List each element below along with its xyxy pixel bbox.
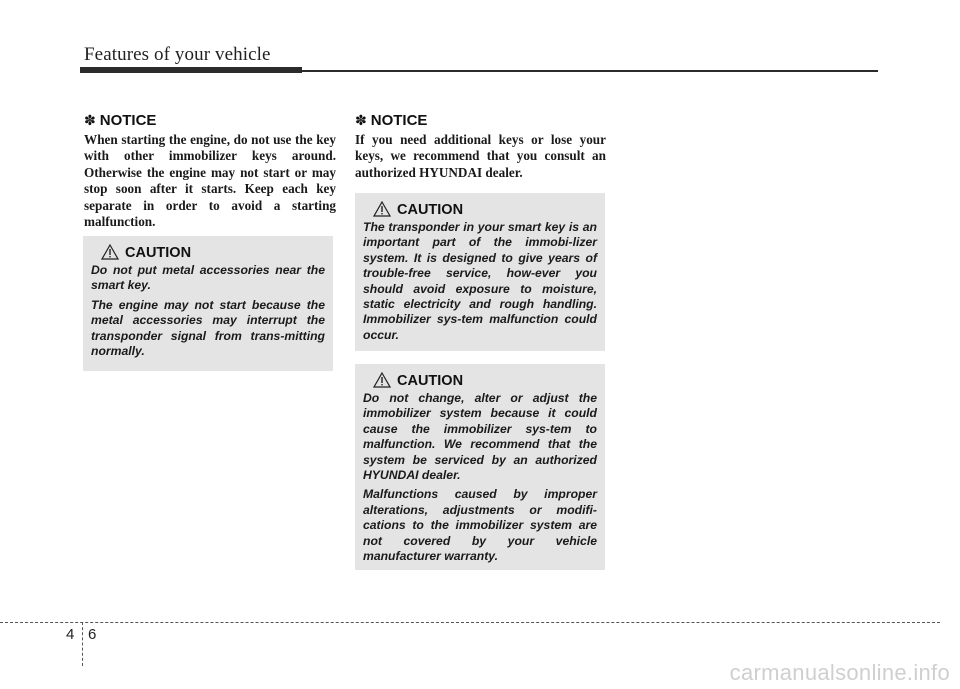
caution-heading [101, 244, 325, 261]
caution-paragraph: The transponder in your smart key is an important part of the immobi-lizer system. It is designed to give years of trouble-free service, how-ever you should avoid exposure to moisture, static electricity and rough handling. Immobilizer sys-tem malfunction could occur. [363, 220, 597, 342]
watermark: carmanualsonline.info [729, 660, 950, 685]
warning-triangle-icon [373, 201, 391, 217]
caution-box-immobilizer-alteration [355, 364, 605, 570]
footer-dashed-divider [82, 622, 83, 666]
caution-title: CAUTION [397, 373, 464, 389]
notice-title: NOTICE [370, 112, 428, 129]
caution-paragraph: Do not put metal accessories near the smart key. [91, 263, 325, 293]
warning-triangle-icon [101, 244, 119, 260]
notice-star-icon: ✽ [84, 112, 96, 129]
caution-title: CAUTION [397, 202, 464, 218]
page-section-number: 4 [66, 626, 75, 643]
notice-additional-keys [355, 112, 606, 181]
caution-title: CAUTION [125, 245, 192, 261]
page-number: 6 [88, 626, 97, 643]
warning-triangle-icon [373, 372, 391, 388]
header-rule-thick [80, 67, 302, 73]
caution-heading [373, 372, 597, 389]
notice-heading [355, 112, 606, 129]
caution-box-metal-accessories [83, 236, 333, 371]
caution-paragraph: Do not change, alter or adjust the immobilizer system because it could cause the immobilizer sys-tem to malfunction. We recommend that the system be serviced by an authorized HYUNDAI dealer. [363, 391, 597, 483]
notice-body: When starting the engine, do not use the key with other immobilizer keys around. Otherwise the engine may not start or may stop soon after it starts. Keep each key separate in order to avoid a starting malfunction. [84, 132, 336, 230]
page-header-title: Features of your vehicle [84, 44, 271, 65]
footer-dashed-rule [0, 622, 940, 623]
notice-body: If you need additional keys or lose your keys, we recommend that you consult an authorized HYUNDAI dealer. [355, 132, 606, 180]
header-rule-thin [300, 70, 878, 72]
caution-heading [373, 201, 597, 218]
caution-box-transponder [355, 193, 605, 351]
notice-starting-engine [84, 112, 336, 230]
notice-star-icon: ✽ [355, 112, 367, 129]
caution-paragraph: The engine may not start because the metal accessories may interrupt the transponder signal from trans-mitting normally. [91, 297, 325, 359]
notice-heading [84, 112, 336, 129]
notice-title: NOTICE [99, 112, 157, 129]
caution-paragraph: Malfunctions caused by improper alterations, adjustments or modifi-cations to the immobilizer system are not covered by your vehicle manufacturer warranty. [363, 487, 597, 564]
